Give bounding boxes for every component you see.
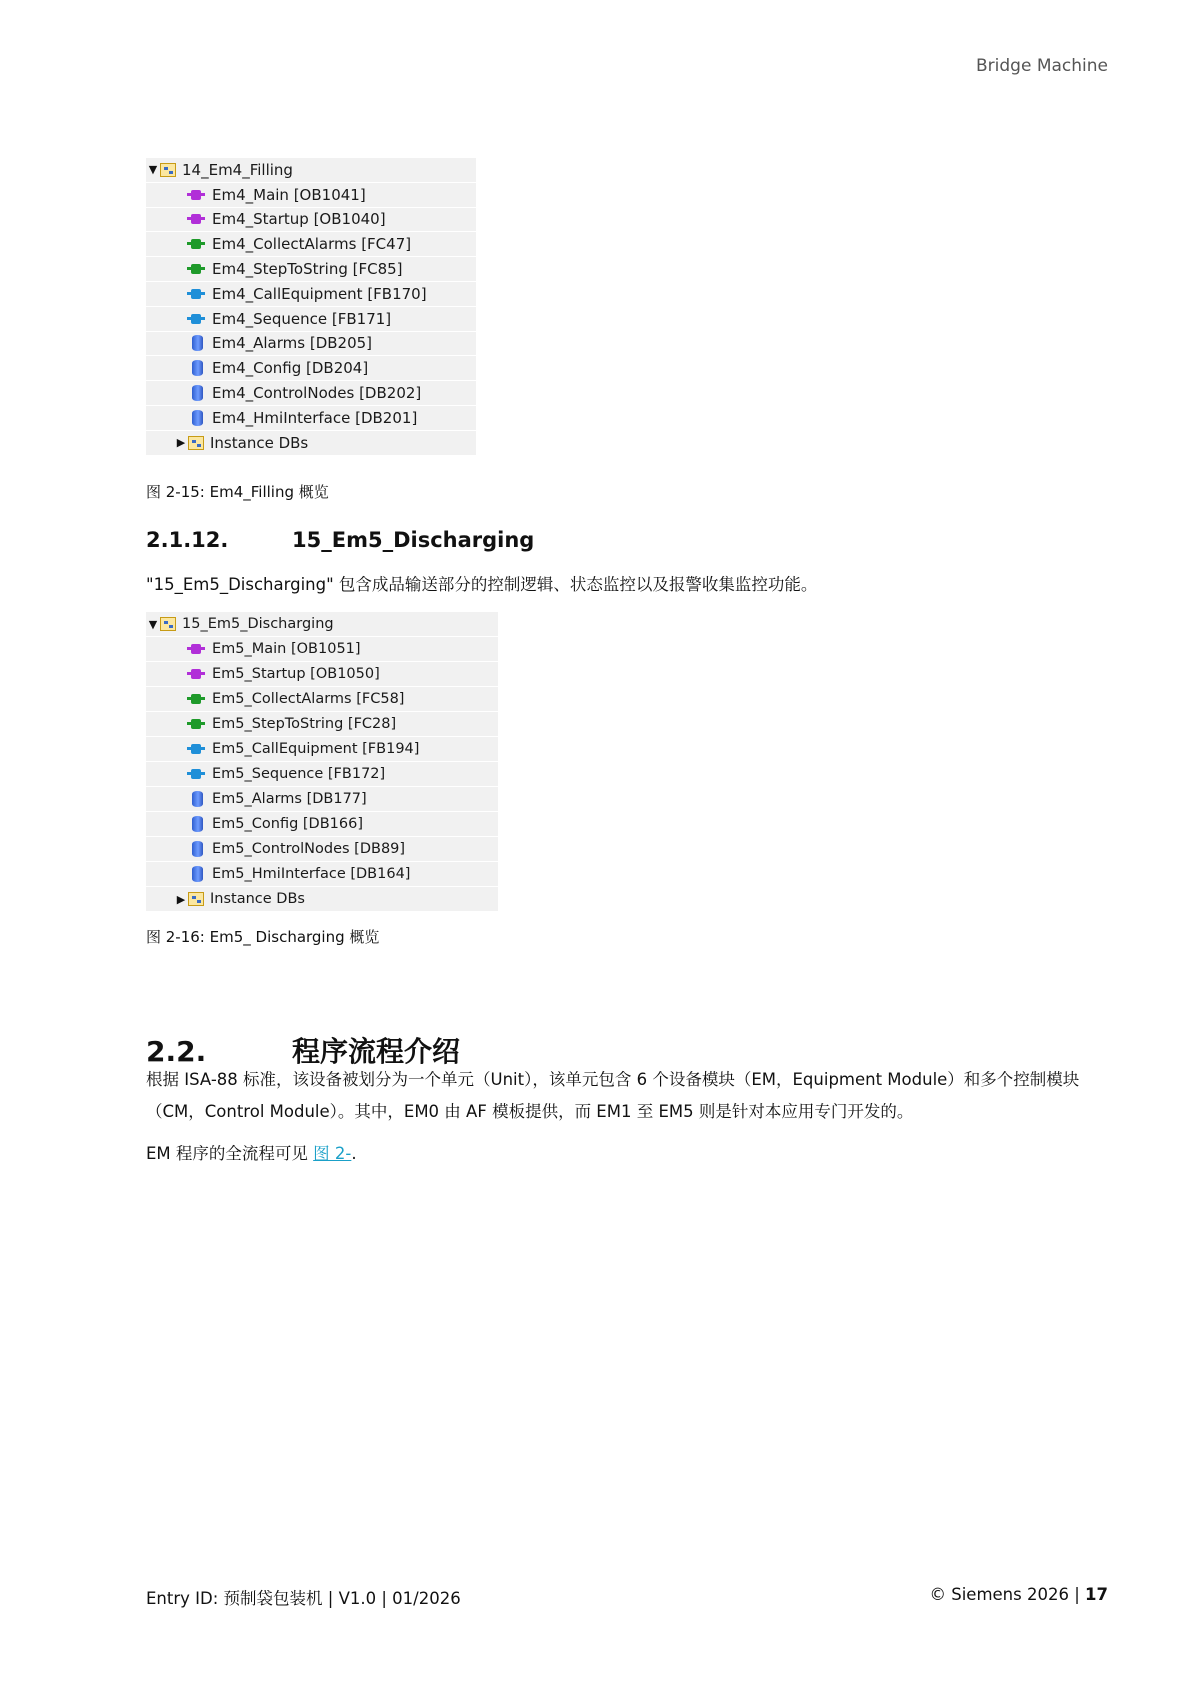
tree-item-label: Em5_Startup [OB1050] xyxy=(212,666,380,682)
tree-item[interactable] xyxy=(146,662,498,687)
tree-root-label: 14_Em4_Filling xyxy=(182,160,293,179)
tree-item[interactable] xyxy=(146,762,498,787)
tree-item[interactable] xyxy=(146,712,498,737)
tree-subfolder-row[interactable] xyxy=(146,431,476,456)
tree-item[interactable] xyxy=(146,208,476,233)
tree-item[interactable] xyxy=(146,307,476,332)
expand-down-icon[interactable]: ▼ xyxy=(148,617,158,631)
folder-icon xyxy=(160,617,176,631)
data-block-icon xyxy=(188,841,206,857)
function-icon xyxy=(188,716,206,732)
function-icon xyxy=(188,236,206,252)
function-block-icon xyxy=(188,286,206,302)
tree-item-label: Em4_CollectAlarms [FC47] xyxy=(212,235,412,254)
tree-root-row[interactable] xyxy=(146,158,476,183)
tree-item[interactable] xyxy=(146,812,498,837)
function-block-icon xyxy=(188,311,206,327)
tree-item[interactable] xyxy=(146,183,476,208)
copyright-text: © Siemens 2026 | xyxy=(929,1585,1086,1604)
data-block-icon xyxy=(188,791,206,807)
tree-item-label: Em4_HmiInterface [DB201] xyxy=(212,408,418,427)
figure-caption-2-15: 图 2-15: Em4_Filling 概览 xyxy=(146,483,329,501)
page-number: 17 xyxy=(1085,1585,1108,1604)
tree-item[interactable] xyxy=(146,381,476,406)
data-block-icon xyxy=(188,335,206,351)
tree-item[interactable] xyxy=(146,787,498,812)
section-heading-2-1-12 xyxy=(146,528,534,552)
expand-right-icon[interactable]: ▶ xyxy=(176,436,186,450)
function-icon xyxy=(188,691,206,707)
tree-subfolder-label: Instance DBs xyxy=(210,433,309,452)
tree-item-label: Em5_CallEquipment [FB194] xyxy=(212,741,420,757)
tree-item-label: Em5_Config [DB166] xyxy=(212,816,363,832)
paragraph-isa88: 根据 ISA-88 标准，该设备被划分为一个单元（Unit），该单元包含 6 个设备模块（EM，Equipment Module）和多个控制模块（CM，Control Module）。其中，EM0 由 AF 模板提供，而 EM1 至 EM5 则是针对本应用专门开发的。 xyxy=(146,1070,1080,1121)
expand-down-icon[interactable]: ▼ xyxy=(148,163,158,177)
function-icon xyxy=(188,261,206,277)
tree-item-label: Em4_Alarms [DB205] xyxy=(212,334,373,353)
folder-icon xyxy=(188,436,204,450)
organization-block-icon xyxy=(188,187,206,203)
tree-item[interactable] xyxy=(146,257,476,282)
section-title: 程序流程介绍 xyxy=(292,1035,461,1068)
footer-entry-id: Entry ID: 预制袋包装机 | V1.0 | 01/2026 xyxy=(146,1589,461,1608)
tree-item-label: Em4_Main [OB1041] xyxy=(212,185,366,204)
data-block-icon xyxy=(188,410,206,426)
tree-item-label: Em4_ControlNodes [DB202] xyxy=(212,384,422,403)
tree-item-label: Em4_Sequence [FB171] xyxy=(212,309,392,328)
paragraph-em5-description: "15_Em5_Discharging" 包含成品输送部分的控制逻辑、状态监控以及报警收集监控功能。 xyxy=(146,575,818,594)
tree-item-label: Em5_StepToString [FC28] xyxy=(212,716,397,732)
paragraph-text-end: . xyxy=(351,1144,357,1163)
tree-item[interactable] xyxy=(146,356,476,381)
tree-item[interactable] xyxy=(146,862,498,887)
function-block-icon xyxy=(188,741,206,757)
tree-item[interactable] xyxy=(146,837,498,862)
tree-item-label: Em5_Main [OB1051] xyxy=(212,641,361,657)
tree-subfolder-label: Instance DBs xyxy=(210,891,305,907)
data-block-icon xyxy=(188,816,206,832)
project-tree-em4 xyxy=(146,158,476,456)
function-block-icon xyxy=(188,766,206,782)
data-block-icon xyxy=(188,866,206,882)
paragraph-text: EM 程序的全流程可见 xyxy=(146,1144,314,1163)
data-block-icon xyxy=(188,360,206,376)
tree-item-label: Em4_StepToString [FC85] xyxy=(212,260,403,279)
tree-item[interactable] xyxy=(146,737,498,762)
figure-link[interactable]: 图 2- xyxy=(313,1144,352,1163)
footer-copyright xyxy=(930,1585,1109,1604)
tree-item-label: Em4_Config [DB204] xyxy=(212,359,369,378)
tree-item[interactable] xyxy=(146,332,476,357)
tree-item[interactable] xyxy=(146,406,476,431)
tree-item-label: Em5_Alarms [DB177] xyxy=(212,791,367,807)
running-header: Bridge Machine xyxy=(976,56,1108,76)
section-number: 2.2. xyxy=(146,1035,207,1068)
section-number: 2.1.12. xyxy=(146,528,229,552)
tree-item-label: Em4_Startup [OB1040] xyxy=(212,210,386,229)
folder-icon xyxy=(188,892,204,906)
figure-caption-2-16: 图 2-16: Em5_ Discharging 概览 xyxy=(146,928,380,946)
tree-item[interactable] xyxy=(146,637,498,662)
organization-block-icon xyxy=(188,666,206,682)
tree-item-label: Em5_CollectAlarms [FC58] xyxy=(212,691,405,707)
section-title: 15_Em5_Discharging xyxy=(292,528,535,552)
tree-item-label: Em4_CallEquipment [FB170] xyxy=(212,284,427,303)
tree-root-label: 15_Em5_Discharging xyxy=(182,616,334,632)
organization-block-icon xyxy=(188,211,206,227)
tree-root-row[interactable] xyxy=(146,612,498,637)
project-tree-em5 xyxy=(146,612,498,912)
tree-item[interactable] xyxy=(146,282,476,307)
tree-item[interactable] xyxy=(146,232,476,257)
tree-item[interactable] xyxy=(146,687,498,712)
data-block-icon xyxy=(188,385,206,401)
paragraph-em-flow xyxy=(146,1138,1126,1170)
tree-subfolder-row[interactable] xyxy=(146,887,498,912)
folder-icon xyxy=(160,163,176,177)
organization-block-icon xyxy=(188,641,206,657)
tree-item-label: Em5_HmiInterface [DB164] xyxy=(212,866,411,882)
tree-item-label: Em5_ControlNodes [DB89] xyxy=(212,841,406,857)
tree-item-label: Em5_Sequence [FB172] xyxy=(212,766,386,782)
expand-right-icon[interactable]: ▶ xyxy=(176,892,186,906)
